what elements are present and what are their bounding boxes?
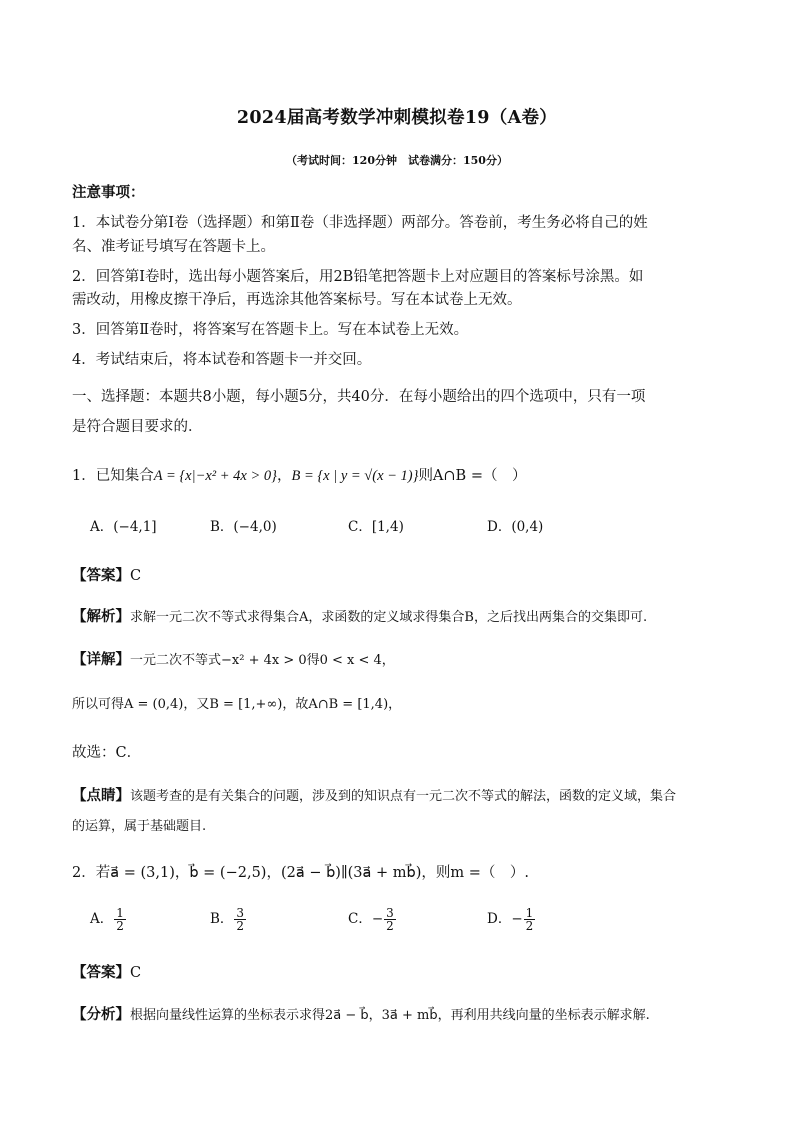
q1-option-c: C．[1,4) xyxy=(348,519,404,535)
option-label: A． xyxy=(90,911,114,927)
fraction-numerator: 3 xyxy=(386,906,394,920)
fraction-denominator: 2 xyxy=(525,919,534,933)
set-a-formula: A = {x|−x² + 4x > 0} xyxy=(153,468,277,484)
fraction xyxy=(384,907,396,932)
notice-item: 1．本试卷分第Ⅰ卷（选择题）和第Ⅱ卷（非选择题）两部分。答卷前，考生务必将自己的姓 xyxy=(72,215,648,231)
analysis-text: 求解一元二次不等式求得集合A，求函数的定义域求得集合B，之后找出两集合的交集即可. xyxy=(130,610,648,625)
q1-sep: ， xyxy=(276,468,292,484)
q1-answer xyxy=(72,564,141,585)
option-label: C． xyxy=(348,911,372,927)
notice-item: 3．回答第Ⅱ卷时，将答案写在答题卡上。写在本试卷上无效。 xyxy=(72,322,469,338)
q1-analysis xyxy=(72,605,647,626)
q1-comment xyxy=(72,784,676,805)
q2-option-b xyxy=(210,907,247,932)
q1-prefix: 1．已知集合 xyxy=(72,468,154,484)
option-sign: − xyxy=(511,911,523,927)
section-heading: 一、选择题：本题共8小题，每小题5分，共40分．在每小题给出的四个选项中，只有一项 xyxy=(72,389,646,405)
notice-item: 名、准考证号填写在答题卡上。 xyxy=(72,239,275,255)
q1-option-b: B．(−4,0) xyxy=(210,519,277,535)
answer-value: C xyxy=(130,568,142,584)
fraction xyxy=(234,907,246,932)
set-b-formula: B = {x | y = √(x − 1)} xyxy=(291,468,419,484)
option-sign: − xyxy=(371,911,384,927)
option-label: B． xyxy=(210,911,234,927)
q1-comment-line2: 的运算，属于基础题目. xyxy=(72,819,207,834)
notice-item: 2．回答第Ⅰ卷时，选出每小题答案后，用2B铅笔把答题卡上对应题目的答案标号涂黑。如 xyxy=(72,269,644,285)
fraction xyxy=(524,907,536,932)
page-title: 2024届高考数学冲刺模拟卷19（A卷） xyxy=(236,108,558,128)
comment-tag: 【点睛】 xyxy=(72,787,130,804)
q1-tail: 则A∩B =（ ） xyxy=(418,468,527,484)
q1-detail xyxy=(72,648,395,669)
fraction-numerator: 1 xyxy=(116,906,124,920)
fraction-denominator: 2 xyxy=(116,919,124,933)
section-heading-cont: 是符合题目要求的． xyxy=(72,419,203,435)
fraction-denominator: 2 xyxy=(236,919,245,933)
q2-option-d xyxy=(487,907,536,932)
notice-heading: 注意事项： xyxy=(72,184,145,201)
detail-text: 一元二次不等式−x² + 4x > 0得0 < x < 4， xyxy=(130,653,395,668)
fraction xyxy=(114,907,126,932)
detail-tag: 【详解】 xyxy=(72,651,130,668)
comment-text: 该题考查的是有关集合的问题，涉及到的知识点有一元二次不等式的解法，函数的定义域，集合 xyxy=(130,789,677,804)
q2-answer xyxy=(72,961,141,982)
option-label: D． xyxy=(487,911,512,927)
question-2-stem: 2．若a⃗ = (3,1)，b⃗ = (−2,5)，(2a⃗ − b⃗)∥(3a⃗ + mb⃗)，则m =（ ）. xyxy=(72,865,530,881)
fraction-numerator: 3 xyxy=(236,906,245,920)
q2-analysis xyxy=(72,1003,650,1024)
q1-option-d: D．(0,4) xyxy=(487,519,544,535)
analysis-text: 根据向量线性运算的坐标表示求得2a⃗ − b⃗，3a⃗ + mb⃗，再利用共线向量的坐标表示解求解. xyxy=(130,1008,650,1023)
q1-detail-line3: 故选：C． xyxy=(72,745,142,761)
analysis-tag: 【解析】 xyxy=(72,608,130,625)
exam-info: （考试时间：120分钟 试卷满分：150分） xyxy=(286,154,508,167)
analysis-tag: 【分析】 xyxy=(72,1006,130,1023)
q1-detail-line2: 所以可得A = (0,4)，又B = [1,+∞)，故A∩B = [1,4)， xyxy=(72,697,402,712)
answer-value: C xyxy=(130,965,142,981)
q2-option-a xyxy=(90,907,127,932)
q1-option-a: A．(−4,1] xyxy=(90,519,157,535)
notice-item: 需改动，用橡皮擦干净后，再选涂其他答案标号。写在本试卷上无效。 xyxy=(72,292,522,308)
fraction-numerator: 1 xyxy=(525,906,534,920)
fraction-denominator: 2 xyxy=(386,919,394,933)
q2-option-c xyxy=(348,907,397,932)
question-1-stem xyxy=(72,464,526,485)
answer-tag: 【答案】 xyxy=(72,964,130,981)
answer-tag: 【答案】 xyxy=(72,567,130,584)
notice-item: 4．考试结束后，将本试卷和答题卡一并交回。 xyxy=(72,352,372,368)
